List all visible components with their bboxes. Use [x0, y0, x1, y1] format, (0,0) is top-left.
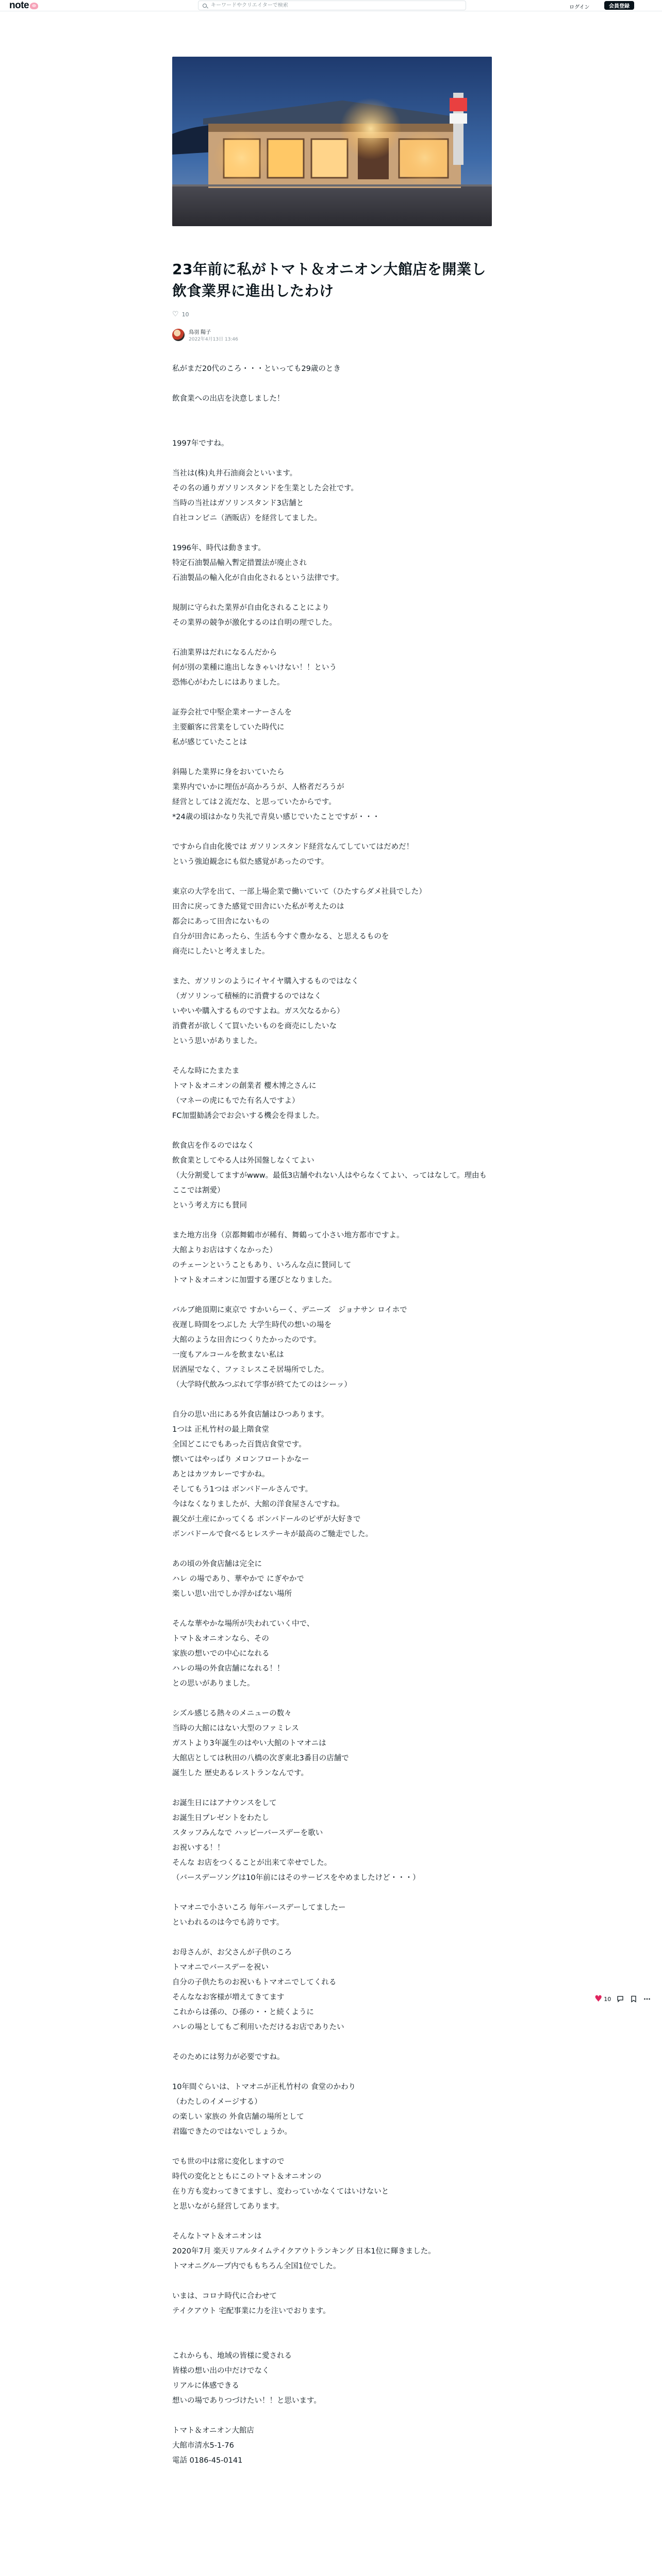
article-paragraph: 規制に守られた業界が自由化されることにより その業界の競争が激化するのは自明の理でした。 — [172, 604, 337, 627]
logo-text: note — [9, 0, 29, 11]
article-paragraph: お誕生日にはアナウンスをして お誕生日プレゼントをわたし スタッフみんなで ハッピーバースデーを歌い お祝いする！！ そんな お店をつくることが出来て幸せでした。 （バースデーソングは10年前にはそのサービスをやめましたけど・・・） — [172, 1799, 420, 1882]
article-paragraph: 東京の大学を出て、一部上場企業で働いていて（ひたすらダメ社員でした） 田舎に戻ってきた感覚で田舎にいた私が考えたのは 都会にあって田舎にないもの 自分が田舎にあったら、生活も今すぐ豊かなる、と思えるものを 商売にしたいと考えました。 — [172, 888, 426, 956]
article-paragraph: 斜陽した業界に身をおいていたら 業界内でいかに埋伍が高かろうが、人格者だろうが 経営としては２流だな、と思っていたからです。 *24歳の頃はかなり失礼で青臭い感じでいたことですが・・・ — [172, 768, 380, 821]
side-actions — [594, 1994, 651, 2004]
heart-filled-icon[interactable]: ♥ — [594, 1994, 603, 2004]
article-paragraph: あの頃の外食店舗は完全に ハレ の場であり、華やかで にぎやかで 楽しい思い出でしか浮かばない場所 — [172, 1560, 304, 1598]
more-options-icon[interactable] — [643, 1995, 651, 2003]
article-paragraph: また地方出身（京都舞鶴市が稀有、舞鶴って小さい地方都市ですよ。 大館よりお店はすくなかった） のチェーンということもあり、いろんな点に賛同して トマト＆オニオンに加盟する運びとなりました。 — [172, 1231, 404, 1284]
article-paragraph: 自分の思い出にある外食店舗はひつあります。 1つは 正札竹村の最上階食堂 全国どこにでもあった百貨店食堂です。 懐いてはやっぱり メロンフロートかなー あとはカツカレーですかね。 そしてもう1つは ボンバドールさんです。 今はなくなりましたが、大館の洋食屋さんですね。 親父が土産にかってくる ボンバドールのピザが大好きで ボンバドールで食べるヒレステーキが最高のご馳走でした。 — [172, 1411, 373, 1538]
signup-button[interactable]: 会員登録 — [604, 1, 634, 10]
heart-icon[interactable]: ♡ — [172, 310, 179, 318]
login-link[interactable]: ログイン — [569, 5, 590, 10]
article-paragraph: お母さんが、お父さんが子供のころ トマオニでバースデーを祝い 自分の子供たちのお祝いもトマオニでしてくれる そんななお客様が増えてきてます これからは孫の、ひ孫の・・と続くように ハレの場としてもご利用いただけるお店でありたい — [172, 1948, 344, 2031]
site-header — [0, 0, 662, 11]
article-paragraph: いまは、コロナ時代に合わせて テイクアウト 宅配事業に力を注いでおります。 — [172, 2292, 330, 2315]
post-date: 2022年4月13日 13:46 — [189, 337, 238, 342]
article-paragraph: 飲食店を作るのではなく 飲食業としてやる人は外国盤しなくてよい （大分割愛してますがwww。最低3店舗やれない人はやらなくてよい、ってはなして。理由もここでは割愛） という考え方にも賛同 — [172, 1142, 487, 1210]
article-paragraph: そんな時にたまたま トマト＆オニオンの創業者 櫻木博之さんに （マネーの虎にもでた有名人ですよ） FC加盟勧誘会でお会いする機会を得ました。 — [172, 1067, 324, 1120]
article-paragraph: 当社は(株)丸井石油商会といいます。 その名の通りガソリンスタンドを生業とした会社です。 当時の当社はガソリンスタンド3店舗と 自社コンビニ（酒販店）を経営してました。 — [172, 469, 358, 522]
article — [172, 57, 492, 2483]
article-paragraph: でも世の中は常に変化しますので 時代の変化とともにこのトマト＆オニオンの 在り方も変わってきてますし、変わっていかなくてはいけないと と思いながら経営してあります。 — [172, 2158, 389, 2211]
author-block[interactable] — [172, 328, 492, 342]
like-count: 10 — [181, 311, 189, 318]
search-input[interactable] — [211, 3, 458, 8]
author-meta — [189, 328, 238, 342]
like-summary[interactable] — [172, 310, 492, 318]
article-paragraph: トマオニで小さいころ 毎年バースデーしてましたー といわれるのは今でも誇りです。 — [172, 1904, 346, 1927]
bookmark-icon[interactable] — [630, 1995, 638, 2003]
article-paragraph: 10年間ぐらいは、トマオニが正札竹村の 食堂のかわり （わたしのイメージする） の楽しい 家族の 外食店舗の場所として 君臨できたのではないでしょうか。 — [172, 2083, 356, 2136]
site-logo[interactable] — [9, 1, 38, 10]
article-paragraph: 1996年、時代は動きます。 特定石油製品輸入暫定措置法が廃止され 石油製品の輸入化が自由化されるという法律です。 — [172, 544, 344, 582]
hero-image — [172, 57, 492, 226]
article-paragraph: また、ガソリンのようにイヤイヤ購入するものではなく （ガソリンって積極的に消費するのではなく いやいや購入するものですよね。ガス欠なるから） 消費者が欲しくて買いたいものを商売にしたいな という思いがありました。 — [172, 977, 359, 1045]
article-paragraph: シズル感じる熱々のメニューの数々 当時の大館にはない大型のファミレス ガストより3年誕生のはやい大館のトマオニは 大館店としては秋田の八橋の次ぎ東北3番目の店舗で 誕生した 歴史あるレストランなんです。 — [172, 1709, 349, 1777]
article-paragraph: バルブ絶頂期に東京で すかいらーく、デニーズ ジョナサン ロイホで 夜遅し時間をつぶした 大学生時代の想いの場を 大館のような田舎につくりたかったのです。 一度もアルコールを飲まない私は 居酒屋でなく、ファミレスこそ居場所でした。 （大学時代飲みつぶれて学事が終てたてのはシーッ） — [172, 1306, 407, 1389]
restaurant-photo — [172, 57, 492, 226]
article-paragraph: トマト＆オニオン大館店 大館市清水5-1-76 電話 0186-45-0141 — [172, 2427, 254, 2465]
article-paragraph: 1997年ですね。 — [172, 439, 229, 448]
comment-icon[interactable] — [616, 1995, 624, 2003]
article-title: 23年前に私がトマト＆オニオン大館店を開業し飲食業界に進出したわけ — [172, 261, 486, 299]
article-paragraph: そんな華やかな場所が失われていく中で、 トマト＆オニオンなら、その 家族の想いでの中心になれる ハレの場の外食店舗になれる！！ との思いがありました。 — [172, 1620, 315, 1688]
search-box[interactable] — [198, 1, 466, 10]
search-icon — [203, 4, 207, 8]
side-like-button[interactable] — [594, 1994, 611, 2004]
article-paragraph: 証券会社で中堅企業オーナーさんを 主要顧客に営業をしていた時代に 私が感じていたことは — [172, 708, 292, 747]
article-paragraph: そんなトマト＆オニオンは 2020年7月 楽天リアルタイムテイクアウトランキング 日本1位に輝きました。 トマオニグループ内でももちろん全国1位でした。 — [172, 2232, 436, 2270]
article-paragraph: これからも、地域の皆様に愛される 皆様の想い出の中だけでなく リアルに体感できる 想いの場でありつづけたい！！と思います。 — [172, 2352, 321, 2405]
article-body — [172, 362, 492, 2468]
avatar[interactable] — [172, 329, 185, 341]
article-paragraph: ですから自由化後では ガソリンスタンド経営なんてしていてはだめだ！ という強迫観念にも似た感覚があったのです。 — [172, 843, 414, 866]
article-paragraph: そのためには努力が必要ですね。 — [172, 2053, 285, 2061]
logo-mark-icon — [30, 3, 38, 9]
article-paragraph: 私がまだ20代のころ・・・といっても29歳のとき 飲食業への出店を決意しました！ — [172, 365, 341, 403]
author-name[interactable]: 鳥羽 陽子 — [189, 330, 211, 335]
article-paragraph: 石油業界はだれになるんだから 何が別の業種に進出しなきゃいけない！！という 恐怖心がわたしにはありました。 — [172, 649, 337, 687]
side-like-count: 10 — [604, 1995, 611, 2003]
